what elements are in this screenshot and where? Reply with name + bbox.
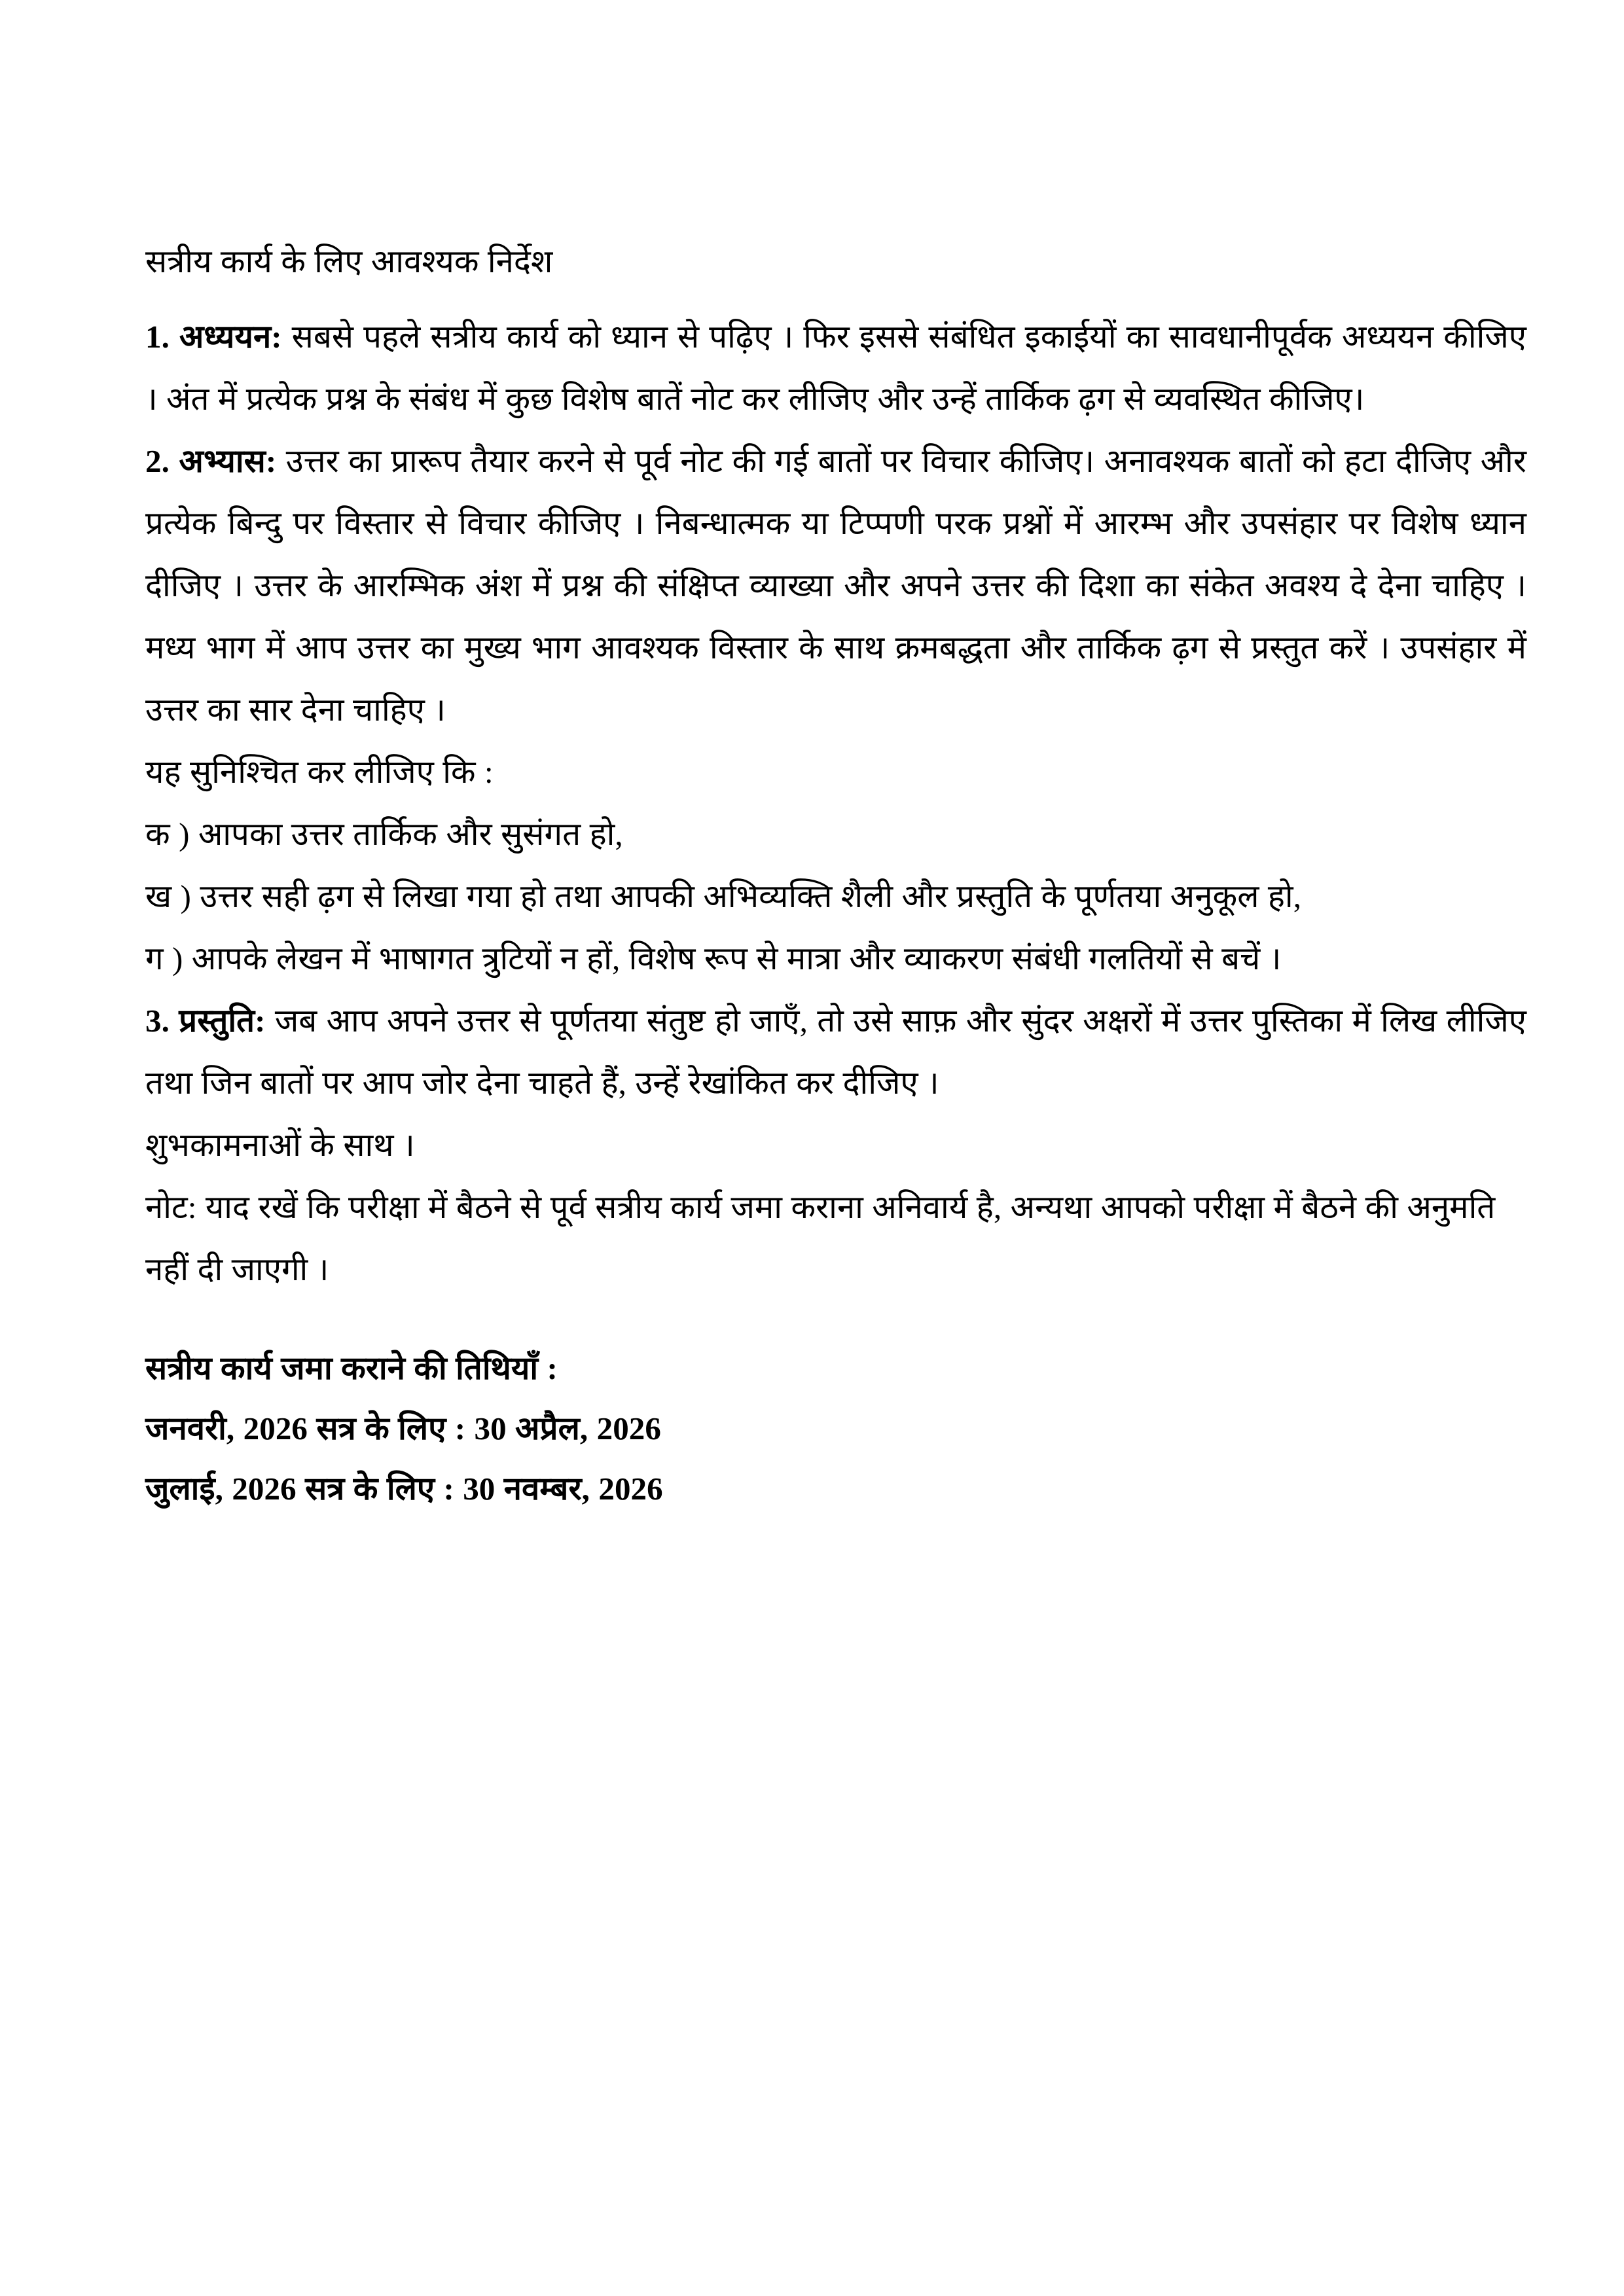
ensure-point-ga: ग ) आपके लेखन में भाषागत त्रुटियों न हों, विशेष रूप से मात्रा और व्याकरण संबंधी गलतियों से बचें ।: [145, 941, 1282, 977]
section-prastuti-label: 3. प्रस्तुति:: [145, 1003, 266, 1039]
section-abhyas: [145, 430, 1526, 741]
ensure-point-ka: क ) आपका उत्तर तार्किक और सुसंगत हो,: [145, 816, 623, 852]
submission-dates-heading: सत्रीय कार्य जमा कराने की तिथियाँ :: [145, 1350, 558, 1386]
section-adhyayan-label: 1. अध्ययन:: [145, 319, 282, 355]
section-adhyayan: [145, 306, 1526, 430]
section-abhyas-label: 2. अभ्यास:: [145, 443, 277, 479]
document-body: [145, 230, 1526, 1519]
spacer: [145, 1300, 1526, 1338]
page-title: सत्रीय कार्य के लिए आवश्यक निर्देश: [145, 243, 553, 279]
submission-date-january-session: जनवरी, 2026 सत्र के लिए : 30 अप्रैल, 2026: [145, 1410, 661, 1446]
submission-dates-block: [145, 1338, 1526, 1519]
note-body: याद रखें कि परीक्षा में बैठने से पूर्व सत्रीय कार्य जमा कराना अनिवार्य है, अन्यथा आपको परीक्षा में बैठने की अनुमति नहीं दी जाएगी ।: [145, 1189, 1496, 1287]
ensure-point-kha: ख ) उत्तर सही ढ़ग से लिखा गया हो तथा आपकी अभिव्यक्ति शैली और प्रस्तुति के पूर्णतया अनुकूल हो,: [145, 878, 1302, 914]
section-abhyas-body: उत्तर का प्रारूप तैयार करने से पूर्व नोट की गई बातों पर विचार कीजिए। अनावश्यक बातों को हटा दीजिए और प्रत्येक बिन्दु पर विस्तार से विचार कीजिए । निबन्धात्मक या टिप्पणी परक प्रश्नों में आरम्भ और उपसंहार पर विशेष ध्यान दीजिए । उत्तर के आरम्भिक अंश में प्रश्न की संक्षिप्त व्याख्या और अपने उत्तर की दिशा का संकेत अवश्य दे देना चाहिए । मध्य भाग में आप उत्तर का मुख्य भाग आवश्यक विस्तार के साथ क्रमबद्धता और तार्किक ढ़ग से प्रस्तुत करें । उपसंहार में उत्तर का सार देना चाहिए ।: [145, 443, 1526, 728]
closing-wish: शुभकामनाओं के साथ ।: [145, 1127, 415, 1163]
section-prastuti: [145, 990, 1526, 1114]
note-label: नोट:: [145, 1189, 197, 1225]
spacer: [145, 296, 1526, 306]
note-paragraph: [145, 1176, 1526, 1300]
section-prastuti-body: जब आप अपने उत्तर से पूर्णतया संतुष्ट हो जाएँ, तो उसे साफ़ और सुंदर अक्षरों में उत्तर पुस्तिका में लिख लीजिए तथा जिन बातों पर आप जोर देना चाहते हैं, उन्हें रेखांकित कर दीजिए ।: [145, 1003, 1526, 1101]
section-adhyayan-body: सबसे पहले सत्रीय कार्य को ध्यान से पढ़िए । फिर इससे संबंधित इकाईयों का सावधानीपूर्वक अध्ययन कीजिए । अंत में प्रत्येक प्रश्न के संबंध में कुछ विशेष बातें नोट कर लीजिए और उन्हें तार्किक ढ़ग से व्यवस्थित कीजिए।: [145, 319, 1526, 417]
submission-date-july-session: जुलाई, 2026 सत्र के लिए : 30 नवम्बर, 2026: [145, 1471, 663, 1507]
ensure-intro: यह सुनिश्चित कर लीजिए कि :: [145, 754, 494, 790]
